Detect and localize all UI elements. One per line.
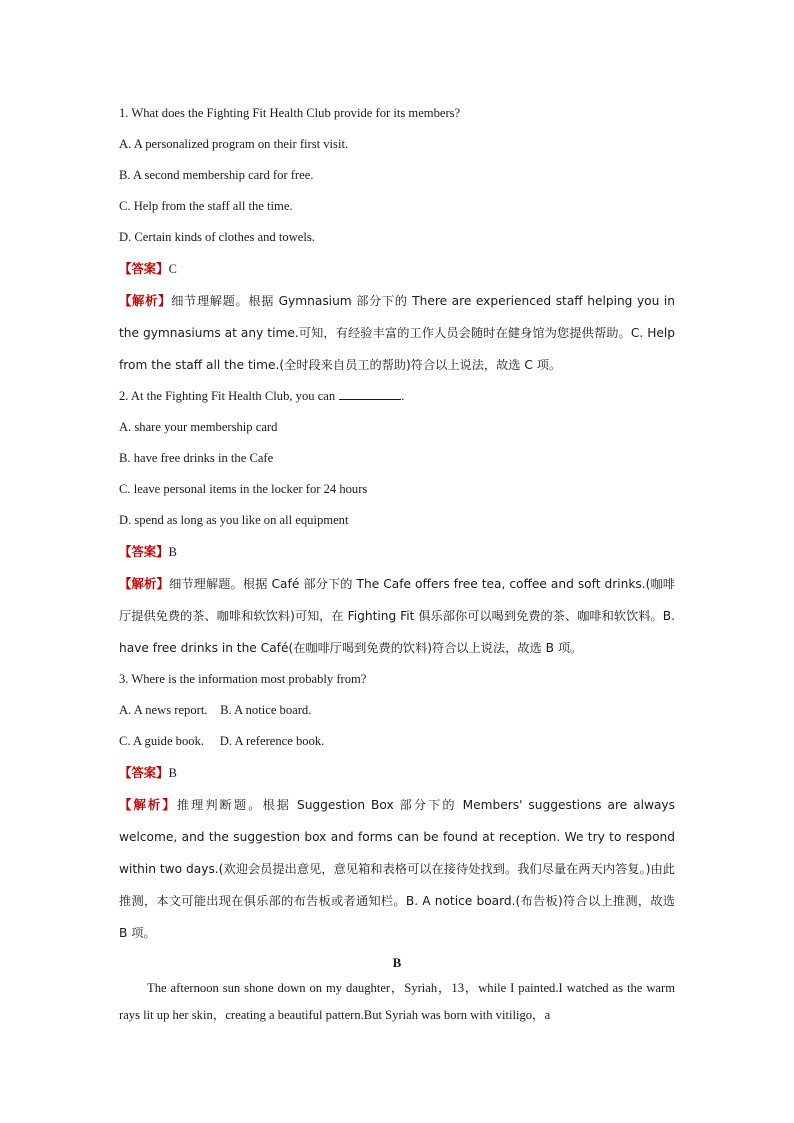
q2-answer: B	[168, 545, 177, 559]
q2-answer-line	[119, 536, 675, 568]
q3-options-ab: A. A news report. B. A notice board.	[119, 703, 312, 717]
question-2-text: 2. At the Fighting Fit Health Club, you can	[119, 389, 336, 403]
q1-option-d: D. Certain kinds of clothes and towels.	[119, 230, 315, 244]
q2-option-c: C. leave personal items in the locker for 24 hours	[119, 482, 368, 496]
q3-options-cd: C. A guide book. D. A reference book.	[119, 734, 325, 748]
answer-tag: 【答案】	[119, 261, 169, 276]
q2-option-d: D. spend as long as you like on all equipment	[119, 513, 349, 527]
section-b-paragraph: The afternoon sun shone down on my daughter，Syriah，13，while I painted.I watched as the warm rays lit up her skin，creating a beautiful pattern.But Syriah was born with vitiligo，a	[119, 981, 675, 1022]
q1-option-a: A. A personalized program on their first visit.	[119, 137, 349, 151]
q1-option-b: B. A second membership card for free.	[119, 168, 314, 182]
answer-tag: 【答案】	[119, 544, 169, 559]
document-content	[119, 98, 675, 1029]
q2-analysis-text: 细节理解题。根据 Café 部分下的 The Cafe offers free tea, coffee and soft drinks.(咖啡厅提供免费的茶、咖啡和软饮料)可知，在 Fighting Fit 俱乐部你可以喝到免费的茶、咖啡和软饮料。B. have free drinks in the Café(在咖啡厅喝到免费的饮料)符合以上说法，故选 B 项。	[119, 577, 675, 655]
q1-analysis-text: 细节理解题。根据 Gymnasium 部分下的 There are experienced staff helping you in the gymnasiums at any time.可知，有经验丰富的工作人员会随时在健身馆为您提供帮助。C. Help from the staff all the time.(全时段来自员工的帮助)符合以上说法，故选 C 项。	[119, 294, 675, 372]
section-b-title: B	[392, 955, 402, 970]
q2-analysis	[119, 568, 675, 664]
answer-tag: 【答案】	[119, 765, 169, 780]
q1-answer: C	[168, 262, 177, 276]
q1-option-c: C. Help from the staff all the time.	[119, 199, 293, 213]
question-3: 3. Where is the information most probably from?	[119, 672, 367, 686]
q3-analysis	[119, 789, 675, 949]
q1-analysis	[119, 285, 675, 381]
q2-option-a: A. share your membership card	[119, 420, 278, 434]
analysis-tag: 【解析】	[119, 797, 177, 812]
analysis-tag: 【解析】	[119, 293, 172, 308]
q3-answer-line	[119, 757, 675, 789]
question-1: 1. What does the Fighting Fit Health Club provide for its members?	[119, 106, 461, 120]
q1-answer-line	[119, 253, 675, 285]
question-2	[119, 381, 675, 412]
question-2-end: .	[401, 389, 405, 403]
q3-answer: B	[168, 766, 177, 780]
q3-analysis-text: 推理判断题。根据 Suggestion Box 部分下的 Members' suggestions are always welcome, and the suggestion box and forms can be found at reception. We try to respond within two days.(欢迎会员提出意见，意见箱和表格可以在接待处找到。我们尽量在两天内答复。)由此推测，本文可能出现在俱乐部的布告板或者通知栏。B. A notice board.(布告板)符合以上推测，故选 B 项。	[119, 798, 675, 940]
analysis-tag: 【解析】	[119, 576, 170, 591]
q2-option-b: B. have free drinks in the Cafe	[119, 451, 274, 465]
answer-blank	[339, 385, 401, 400]
